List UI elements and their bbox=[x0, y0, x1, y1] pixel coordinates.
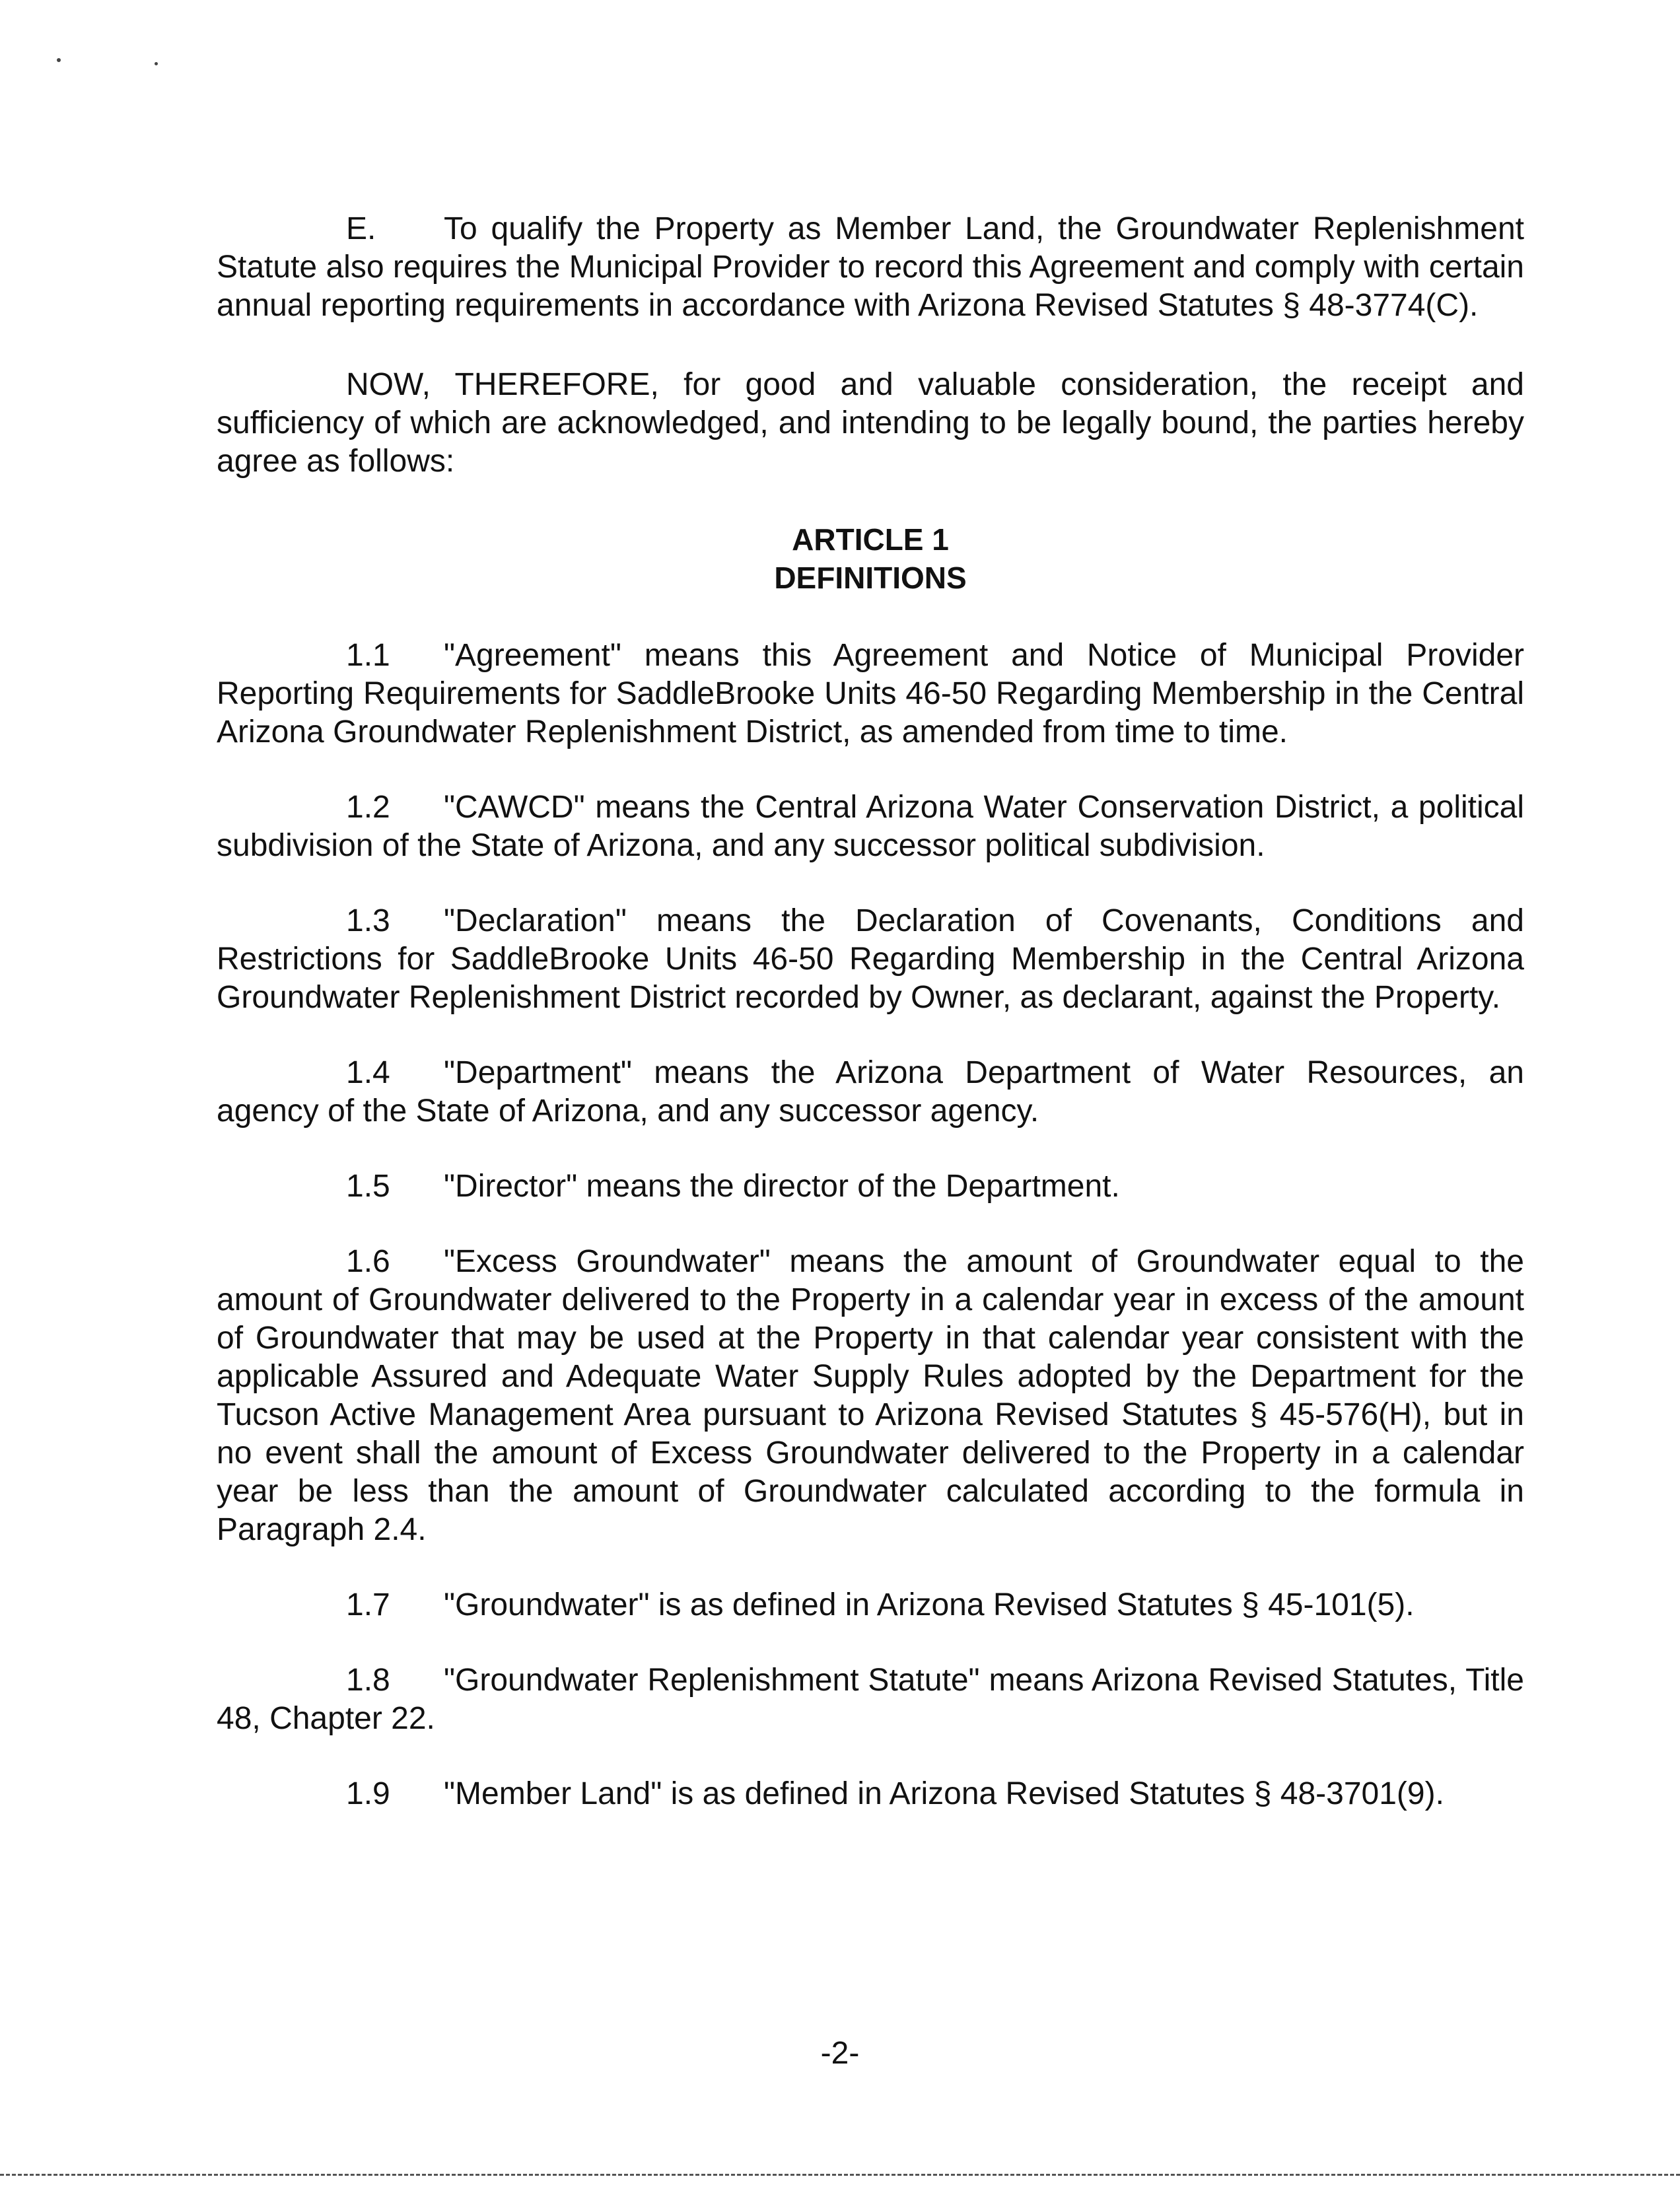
definition-text: "Groundwater" is as defined in Arizona Revised Statutes § 45-101(5). bbox=[444, 1587, 1415, 1622]
definition-text: "Groundwater Replenishment Statute" means Arizona Revised Statutes, Title 48, Chapter 22. bbox=[217, 1663, 1524, 1736]
definition-number: 1.3 bbox=[346, 903, 390, 938]
definition-number: 1.6 bbox=[346, 1244, 390, 1279]
definition-text: "Declaration" means the Declaration of Covenants, Conditions and Restrictions for SaddleBrooke Units 46-50 Regarding Membership in the Central Arizona Groundwater Replenishment District recorded by Owner, as declarant, against the Property. bbox=[217, 903, 1524, 1015]
definition-text: "Department" means the Arizona Department of Water Resources, an agency of the State of Arizona, and any successor agency. bbox=[217, 1055, 1524, 1128]
paragraph-now-therefore bbox=[217, 366, 1524, 481]
definition-1-6 bbox=[217, 1243, 1524, 1549]
scan-edge-line bbox=[0, 2174, 1680, 2176]
definition-text: "Director" means the director of the Department. bbox=[444, 1169, 1120, 1204]
definition-1-1 bbox=[217, 637, 1524, 751]
definition-1-8 bbox=[217, 1661, 1524, 1738]
definition-number: 1.9 bbox=[346, 1776, 390, 1811]
definition-text: "Agreement" means this Agreement and Notice of Municipal Provider Reporting Requirements for SaddleBrooke Units 46-50 Regarding Membership in the Central Arizona Groundwater Replenishment District, as amended from time to time. bbox=[217, 638, 1524, 749]
definition-number: 1.1 bbox=[346, 638, 390, 673]
article-heading bbox=[217, 520, 1524, 597]
definition-text: "CAWCD" means the Central Arizona Water Conservation District, a political subdivision of the State of Arizona, and any successor political subdivision. bbox=[217, 790, 1524, 863]
paragraph-e bbox=[217, 210, 1524, 325]
definition-number: 1.2 bbox=[346, 790, 390, 825]
definition-1-2 bbox=[217, 788, 1524, 865]
scan-speck bbox=[155, 62, 158, 65]
paragraph-now-text: NOW, THEREFORE, for good and valuable consideration, the receipt and sufficiency of which are acknowledged, and intending to be legally bound, the parties hereby agree as follows: bbox=[217, 367, 1524, 479]
definition-text: "Excess Groundwater" means the amount of Groundwater equal to the amount of Groundwater delivered to the Property in a calendar year in excess of the amount of Groundwater that may be used at the Property in that calendar year consistent with the applicable Assured and Adequate Water Supply Rules adopted by the Department for the Tucson Active Management Area pursuant to Arizona Revised Statutes § 45-576(H), but in no event shall the amount of Excess Groundwater delivered to the Property in a calendar year be less than the amount of Groundwater calculated according to the formula in Paragraph 2.4. bbox=[217, 1244, 1524, 1547]
definition-number: 1.7 bbox=[346, 1587, 390, 1622]
definition-1-3 bbox=[217, 902, 1524, 1017]
document-body bbox=[217, 210, 1524, 1813]
definition-text: "Member Land" is as defined in Arizona Revised Statutes § 48-3701(9). bbox=[444, 1776, 1444, 1811]
paragraph-e-label: E. bbox=[346, 211, 376, 246]
article-subtitle: DEFINITIONS bbox=[774, 561, 967, 595]
definition-number: 1.4 bbox=[346, 1055, 390, 1090]
definition-number: 1.8 bbox=[346, 1663, 390, 1698]
definition-1-9 bbox=[217, 1775, 1524, 1813]
scan-speck bbox=[57, 58, 61, 62]
definition-1-4 bbox=[217, 1054, 1524, 1130]
definition-1-5 bbox=[217, 1167, 1524, 1206]
paragraph-e-text: To qualify the Property as Member Land, the Groundwater Replenishment Statute also requires the Municipal Provider to record this Agreement and comply with certain annual reporting requirements in accordance with Arizona Revised Statutes § 48-3774(C). bbox=[217, 211, 1524, 323]
definition-number: 1.5 bbox=[346, 1169, 390, 1204]
definition-1-7 bbox=[217, 1586, 1524, 1624]
article-title: ARTICLE 1 bbox=[792, 522, 949, 557]
page-number: -2- bbox=[820, 2036, 860, 2071]
